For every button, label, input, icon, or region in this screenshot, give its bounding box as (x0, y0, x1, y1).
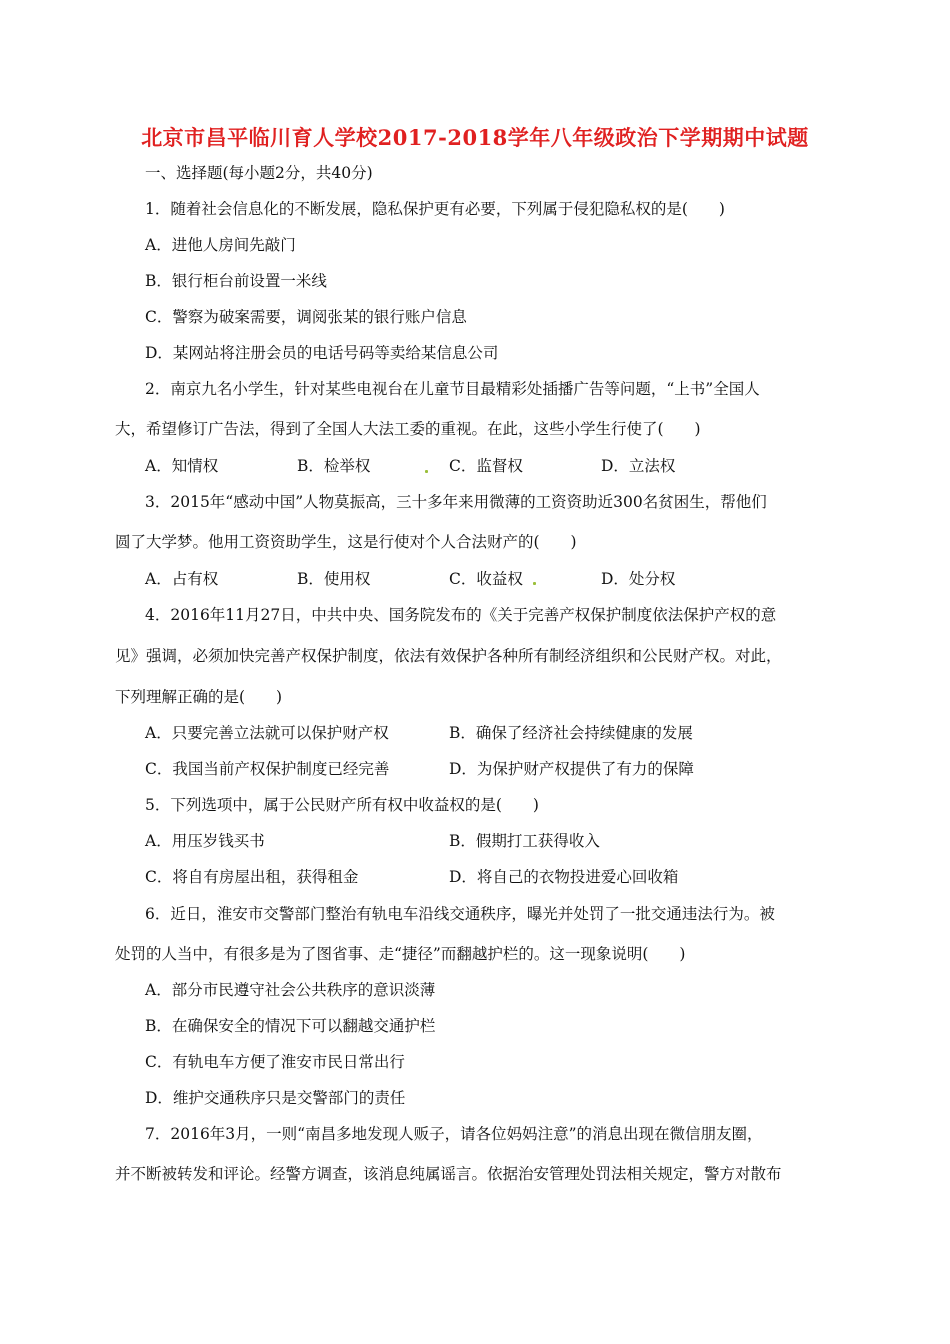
question-5-option-b: B．假期打工获得收入 (449, 832, 600, 850)
question-4-stem-line-1: 4．2016年11月27日，中共中央、国务院发布的《关于完善产权保护制度依法保护产权的意 (145, 606, 777, 624)
question-6-stem-line-1: 6．近日，淮安市交警部门整治有轨电车沿线交通秩序，曝光并处罚了一批交通违法行为。被 (145, 905, 775, 923)
question-3-option-a: A．占有权 (145, 570, 219, 588)
question-5-stem: 5．下列选项中，属于公民财产所有权中收益权的是( ) (145, 796, 539, 814)
question-5-option-c: C．将自有房屋出租，获得租金 (145, 868, 359, 886)
question-4-option-c: C．我国当前产权保护制度已经完善 (145, 760, 390, 778)
question-4-stem-line-3: 下列理解正确的是( ) (115, 688, 283, 706)
question-6-option-d: D．维护交通秩序只是交警部门的责任 (145, 1089, 406, 1107)
question-2-option-b: B．检举权 (297, 457, 371, 475)
question-3-stem-line-2: 圆了大学梦。他用工资资助学生，这是行使对个人合法财产的( ) (115, 533, 577, 551)
question-2-stem-line-2: 大，希望修订广告法，得到了全国人大法工委的重视。在此，这些小学生行使了( ) (115, 420, 701, 438)
question-1-option-c: C．警察为破案需要，调阅张某的银行账户信息 (145, 308, 467, 326)
question-3-stem-line-1: 3．2015年“感动中国”人物莫振高，三十多年来用微薄的工资资助近300名贫困生，帮他们 (145, 493, 767, 511)
question-6-option-c: C．有轨电车方便了淮安市民日常出行 (145, 1053, 405, 1071)
question-5-option-a: A．用压岁钱买书 (145, 832, 265, 850)
question-2-option-a: A．知情权 (145, 457, 219, 475)
question-1-option-a: A．进他人房间先敲门 (145, 236, 296, 254)
question-5-option-d: D．将自己的衣物投进爱心回收箱 (449, 868, 679, 886)
question-4-stem-line-2: 见》强调，必须加快完善产权保护制度，依法有效保护各种所有制经济组织和公民财产权。对此， (115, 647, 782, 665)
question-4-option-d: D．为保护财产权提供了有力的保障 (449, 760, 694, 778)
speck-mark (533, 582, 536, 585)
question-2-option-c: C．监督权 (449, 457, 523, 475)
exam-title: 北京市昌平临川育人学校2017-2018学年八年级政治下学期期中试题 (141, 125, 809, 150)
question-6-option-b: B．在确保安全的情况下可以翻越交通护栏 (145, 1017, 436, 1035)
question-6-stem-line-2: 处罚的人当中，有很多是为了图省事、走“捷径”而翻越护栏的。这一现象说明( ) (115, 945, 686, 963)
question-7-stem-line-2: 并不断被转发和评论。经警方调查，该消息纯属谣言。依据治安管理处罚法相关规定，警方对散布 (115, 1165, 782, 1183)
question-3-option-d: D．处分权 (601, 570, 676, 588)
question-3-option-b: B．使用权 (297, 570, 371, 588)
question-3-option-c: C．收益权 (449, 570, 523, 588)
question-2-stem-line-1: 2．南京九名小学生，针对某些电视台在儿童节目最精彩处插播广告等问题，“上书”全国人 (145, 380, 760, 398)
question-7-stem-line-1: 7．2016年3月，一则“南昌多地发现人贩子，请各位妈妈注意”的消息出现在微信朋友圈， (145, 1125, 763, 1143)
question-4-option-b: B．确保了经济社会持续健康的发展 (449, 724, 693, 742)
question-1-stem: 1．随着社会信息化的不断发展，隐私保护更有必要，下列属于侵犯隐私权的是( ) (145, 200, 725, 218)
question-6-option-a: A．部分市民遵守社会公共秩序的意识淡薄 (145, 981, 436, 999)
question-4-option-a: A．只要完善立法就可以保护财产权 (145, 724, 389, 742)
question-2-option-d: D．立法权 (601, 457, 676, 475)
section-heading: 一、选择题(每小题2分，共40分) (145, 164, 373, 182)
question-1-option-d: D．某网站将注册会员的电话号码等卖给某信息公司 (145, 344, 499, 362)
question-1-option-b: B．银行柜台前设置一米线 (145, 272, 327, 290)
speck-mark (425, 470, 428, 473)
